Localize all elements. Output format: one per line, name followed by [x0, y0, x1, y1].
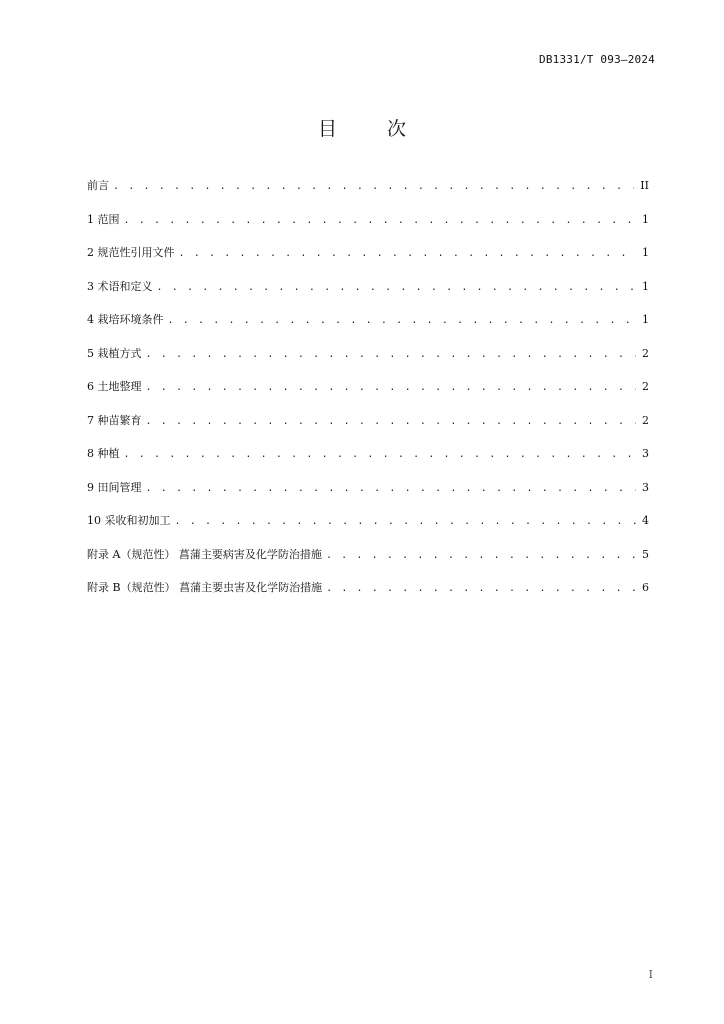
toc-entry-page: 3 [642, 447, 649, 460]
toc-entry-foreword[interactable] [87, 177, 649, 211]
page-number: I [648, 968, 653, 981]
toc-entry-land-preparation[interactable] [87, 378, 649, 412]
toc-entry-page: II [640, 179, 649, 192]
toc-entry-page: 1 [642, 246, 649, 259]
toc-entry-page: 1 [642, 279, 649, 293]
toc-title: 目 次 [317, 118, 429, 140]
toc-entry-label: 1 范围 [87, 212, 120, 226]
toc-entry-seedling-propagation[interactable] [87, 412, 649, 446]
toc-entry-label: 3 术语和定义 [87, 279, 153, 293]
toc-entry-label: 10 采收和初加工 [87, 514, 171, 527]
toc-entry-label: 5 栽植方式 [87, 346, 142, 360]
toc-dot-leader [146, 483, 637, 494]
toc-entry-planting[interactable] [87, 445, 649, 479]
toc-entry-page: 2 [642, 413, 649, 427]
toc-entry-harvest-processing[interactable] [87, 512, 649, 546]
toc-entry-terms-definitions[interactable] [87, 278, 649, 312]
toc-dot-leader [124, 215, 637, 226]
toc-entry-planting-method[interactable] [87, 345, 649, 379]
toc-list [87, 177, 649, 613]
toc-dot-leader [326, 550, 636, 561]
toc-entry-page: 1 [642, 313, 649, 326]
toc-entry-label: 6 土地整理 [87, 380, 142, 393]
toc-dot-leader [146, 349, 637, 360]
document-code: DB1331/T 093—2024 [539, 53, 655, 66]
toc-entry-label: 4 栽培环境条件 [87, 313, 164, 326]
toc-dot-leader [113, 181, 634, 192]
toc-entry-label: 2 规范性引用文件 [87, 246, 175, 259]
toc-entry-normative-references[interactable] [87, 244, 649, 278]
toc-entry-environment[interactable] [87, 311, 649, 345]
toc-entry-page: 2 [642, 380, 649, 393]
toc-dot-leader [175, 516, 637, 527]
toc-entry-page: 6 [642, 581, 649, 594]
toc-dot-leader [124, 449, 637, 460]
toc-dot-leader [157, 282, 637, 293]
toc-entry-page: 5 [642, 547, 649, 561]
toc-dot-leader [168, 315, 637, 326]
toc-entry-appendix-b[interactable] [87, 579, 649, 613]
toc-entry-page: 3 [642, 480, 649, 494]
toc-entry-label: 前言 [87, 179, 109, 192]
toc-entry-label: 附录 A（规范性） 菖蒲主要病害及化学防治措施 [87, 547, 322, 561]
toc-entry-page: 2 [642, 346, 649, 360]
toc-dot-leader [146, 416, 637, 427]
toc-dot-leader [326, 583, 636, 594]
toc-entry-label: 附录 B（规范性） 菖蒲主要虫害及化学防治措施 [87, 581, 323, 594]
toc-entry-field-management[interactable] [87, 479, 649, 513]
toc-entry-label: 7 种苗繁育 [87, 413, 142, 427]
toc-entry-scope[interactable] [87, 211, 649, 245]
toc-entry-label: 9 田间管理 [87, 480, 142, 494]
toc-entry-label: 8 种植 [87, 447, 120, 460]
toc-entry-appendix-a[interactable] [87, 546, 649, 580]
toc-dot-leader [146, 382, 637, 393]
toc-entry-page: 4 [642, 514, 649, 527]
toc-entry-page: 1 [642, 212, 649, 226]
toc-dot-leader [179, 248, 637, 259]
